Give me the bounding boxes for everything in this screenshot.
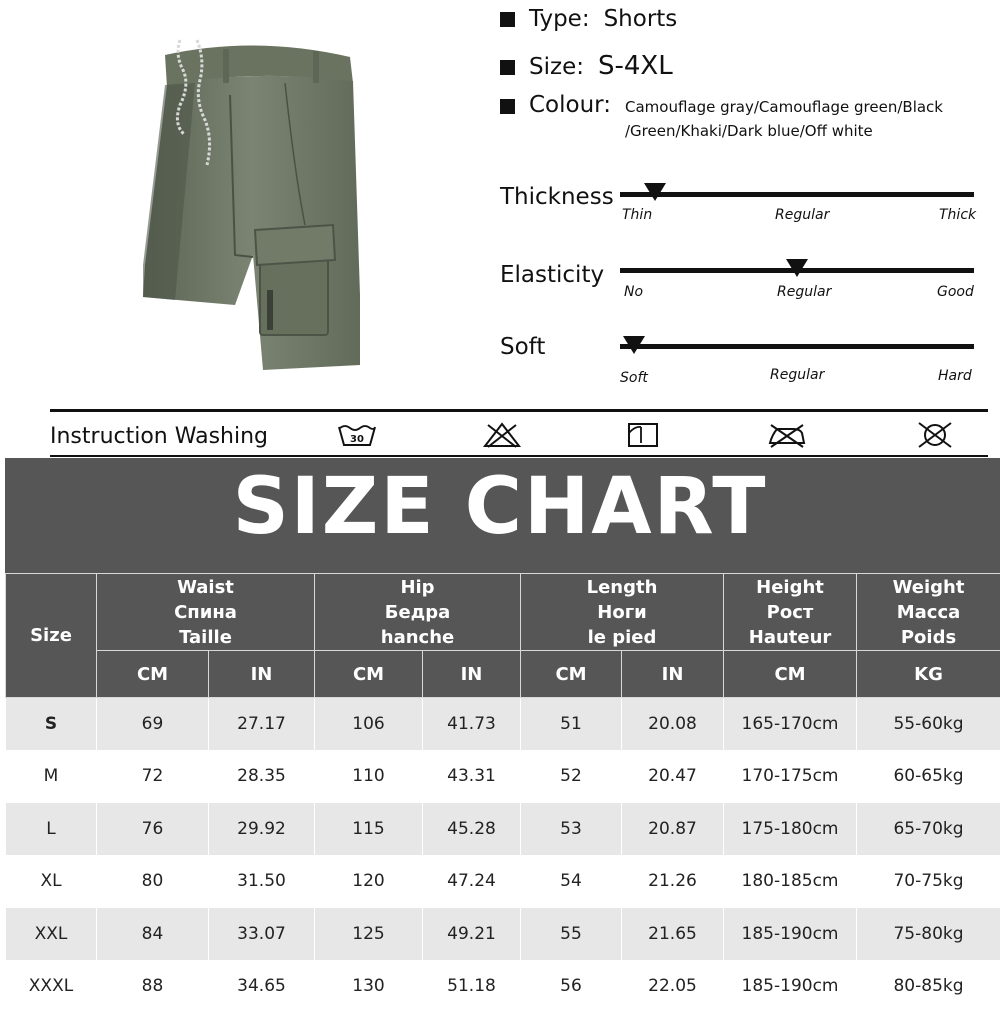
height-header-fr: Hauteur <box>724 625 856 650</box>
table-cell: 80 <box>97 855 209 908</box>
colour-label: Colour: <box>529 92 611 118</box>
waist-header-en: Waist <box>97 575 314 600</box>
table-cell: 20.47 <box>622 750 724 803</box>
washing-title: Instruction Washing <box>50 424 268 449</box>
table-cell: 55-60kg <box>857 698 1000 751</box>
table-cell: 28.35 <box>209 750 315 803</box>
table-cell: 170-175cm <box>724 750 857 803</box>
table-cell: 72 <box>97 750 209 803</box>
divider-top <box>50 409 988 412</box>
thickness-tick-low: Thin <box>622 207 652 223</box>
table-cell: 60-65kg <box>857 750 1000 803</box>
line-dry-icon <box>623 421 663 449</box>
wash-30-icon <box>337 421 377 449</box>
soft-tick-mid: Regular <box>770 367 824 383</box>
hip-header <box>315 574 521 651</box>
divider-bottom <box>50 455 988 457</box>
table-cell: 47.24 <box>423 855 521 908</box>
no-dry-clean-icon <box>915 421 955 449</box>
length-header-fr: le pied <box>521 625 723 650</box>
table-cell: 88 <box>97 960 209 1013</box>
size-cell: S <box>6 698 97 751</box>
table-cell: 21.65 <box>622 908 724 961</box>
thickness-tick-high: Thick <box>939 207 976 223</box>
table-cell: 31.50 <box>209 855 315 908</box>
size-chart-table <box>5 573 1000 1013</box>
size-cell: XXXL <box>6 960 97 1013</box>
height-header <box>724 574 857 651</box>
elasticity-tick-low: No <box>624 284 643 300</box>
length-header <box>521 574 724 651</box>
bullet-icon <box>500 99 515 114</box>
table-cell: 84 <box>97 908 209 961</box>
table-cell: 33.07 <box>209 908 315 961</box>
no-iron-icon <box>767 421 807 449</box>
length-header-en: Length <box>521 575 723 600</box>
elasticity-label: Elasticity <box>500 262 604 288</box>
weight-header-en: Weight <box>857 575 1000 600</box>
unit-header: KG <box>857 651 1000 698</box>
size-value: S-4XL <box>598 51 673 81</box>
table-cell: 80-85kg <box>857 960 1000 1013</box>
table-cell: 56 <box>521 960 622 1013</box>
size-header: Size <box>6 574 97 698</box>
table-row <box>6 803 1000 856</box>
table-row <box>6 855 1000 908</box>
bullet-icon <box>500 12 515 27</box>
table-cell: 45.28 <box>423 803 521 856</box>
unit-header: CM <box>521 651 622 698</box>
table-cell: 130 <box>315 960 423 1013</box>
table-row <box>6 698 1000 751</box>
unit-header: CM <box>315 651 423 698</box>
table-cell: 22.05 <box>622 960 724 1013</box>
table-cell: 52 <box>521 750 622 803</box>
weight-header-fr: Poids <box>857 625 1000 650</box>
soft-tick-high: Hard <box>938 368 972 384</box>
thickness-tick-mid: Regular <box>775 207 829 223</box>
table-cell: 34.65 <box>209 960 315 1013</box>
weight-header-ru: Масса <box>857 600 1000 625</box>
table-cell: 29.92 <box>209 803 315 856</box>
hip-header-fr: hanche <box>315 625 520 650</box>
colour-value <box>625 92 943 143</box>
soft-marker <box>623 336 645 354</box>
table-cell: 106 <box>315 698 423 751</box>
type-value: Shorts <box>604 6 678 32</box>
size-cell: XL <box>6 855 97 908</box>
table-cell: 75-80kg <box>857 908 1000 961</box>
soft-tick-low: Soft <box>620 370 648 386</box>
table-cell: 20.08 <box>622 698 724 751</box>
table-cell: 185-190cm <box>724 908 857 961</box>
table-cell: 175-180cm <box>724 803 857 856</box>
table-cell: 53 <box>521 803 622 856</box>
table-cell: 110 <box>315 750 423 803</box>
table-row <box>6 960 1000 1013</box>
table-cell: 125 <box>315 908 423 961</box>
table-cell: 21.26 <box>622 855 724 908</box>
unit-header: CM <box>97 651 209 698</box>
hip-header-ru: Бедра <box>315 600 520 625</box>
cargo-shorts-image <box>135 25 375 375</box>
table-cell: 55 <box>521 908 622 961</box>
hip-header-en: Hip <box>315 575 520 600</box>
table-cell: 51.18 <box>423 960 521 1013</box>
spec-type <box>500 6 677 32</box>
table-row <box>6 908 1000 961</box>
waist-header-ru: Спина <box>97 600 314 625</box>
elasticity-tick-high: Good <box>937 284 974 300</box>
size-chart-title: SIZE CHART <box>0 462 1000 552</box>
table-cell: 115 <box>315 803 423 856</box>
thickness-marker <box>644 183 666 201</box>
length-header-ru: Ноги <box>521 600 723 625</box>
thickness-scale <box>620 192 974 197</box>
waist-header <box>97 574 315 651</box>
no-bleach-icon <box>482 421 522 449</box>
unit-header: IN <box>209 651 315 698</box>
table-cell: 165-170cm <box>724 698 857 751</box>
spec-colour <box>500 92 943 143</box>
height-header-en: Height <box>724 575 856 600</box>
elasticity-tick-mid: Regular <box>777 284 831 300</box>
thickness-label: Thickness <box>500 184 614 210</box>
colour-line-1: Camouflage gray/Camouflage green/Black <box>625 98 943 116</box>
table-cell: 43.31 <box>423 750 521 803</box>
size-cell: M <box>6 750 97 803</box>
soft-scale <box>620 344 974 349</box>
table-cell: 185-190cm <box>724 960 857 1013</box>
table-cell: 69 <box>97 698 209 751</box>
size-cell: L <box>6 803 97 856</box>
bullet-icon <box>500 60 515 75</box>
soft-label: Soft <box>500 334 545 360</box>
spec-size <box>500 51 673 81</box>
height-header-ru: Рост <box>724 600 856 625</box>
table-cell: 27.17 <box>209 698 315 751</box>
table-cell: 54 <box>521 855 622 908</box>
unit-header: CM <box>724 651 857 698</box>
type-label: Type: <box>529 6 590 32</box>
size-cell: XXL <box>6 908 97 961</box>
table-cell: 180-185cm <box>724 855 857 908</box>
waist-header-fr: Taille <box>97 625 314 650</box>
table-cell: 70-75kg <box>857 855 1000 908</box>
table-cell: 20.87 <box>622 803 724 856</box>
table-cell: 51 <box>521 698 622 751</box>
table-cell: 65-70kg <box>857 803 1000 856</box>
unit-header: IN <box>423 651 521 698</box>
elasticity-marker <box>786 259 808 277</box>
unit-header: IN <box>622 651 724 698</box>
table-cell: 120 <box>315 855 423 908</box>
table-cell: 49.21 <box>423 908 521 961</box>
weight-header <box>857 574 1000 651</box>
wash-temp: 30 <box>350 434 364 445</box>
size-label: Size: <box>529 54 584 80</box>
table-row <box>6 750 1000 803</box>
table-cell: 41.73 <box>423 698 521 751</box>
table-cell: 76 <box>97 803 209 856</box>
colour-line-2: /Green/Khaki/Dark blue/Off white <box>625 122 873 140</box>
